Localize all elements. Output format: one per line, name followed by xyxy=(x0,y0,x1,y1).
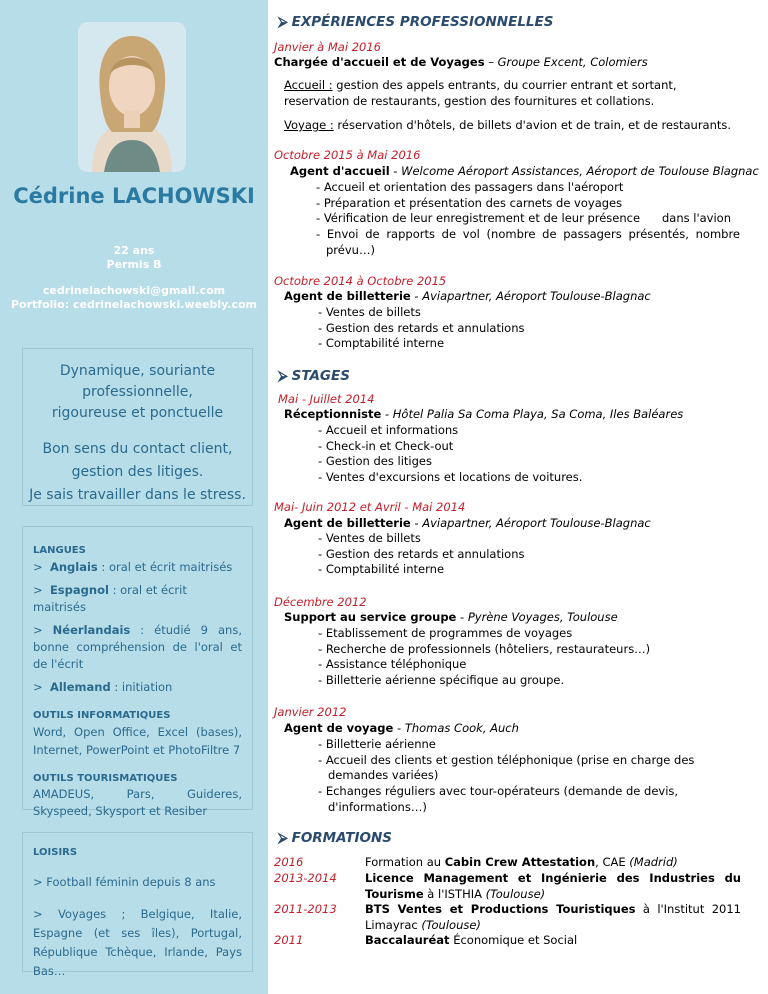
leisure-item: > Football féminin depuis 8 ans xyxy=(33,875,216,889)
profile-photo xyxy=(78,22,186,172)
education-date: 2011-2013 xyxy=(274,902,337,916)
portfolio-label: Portfolio: xyxy=(10,298,70,311)
list-item: - Assistance téléphonique xyxy=(318,657,738,673)
list-item: - Ventes de billets xyxy=(318,305,738,321)
list-item: - Vérification de leur enregistrement et de leur présence dans l'avion xyxy=(316,211,740,227)
list-item: - Etablissement de programmes de voyages xyxy=(318,626,738,642)
list-item: - Billetterie aérienne spécifique au groupe. xyxy=(318,673,738,689)
job-duties-list xyxy=(318,531,738,578)
job-duty-paragraph: Voyage : réservation d'hôtels, de billets d'avion et de train, et de restaurants. xyxy=(284,118,732,132)
internships-heading: ⮚ STAGES xyxy=(278,368,350,384)
leisure-title: LOISIRS xyxy=(33,847,78,858)
portfolio-link[interactable]: cedrinelachowski.weebly.com xyxy=(72,298,258,311)
education-date: 2016 xyxy=(274,855,304,869)
job-date: Octobre 2015 à Mai 2016 xyxy=(274,148,421,162)
language-dutch: > Néerlandais : étudié 9 ans, bonne compréhension de l'oral et de l'écrit xyxy=(33,623,242,671)
list-item: - Comptabilité interne xyxy=(318,562,738,578)
job-title-line: Agent de billetterie - Aviapartner, Aéroport Toulouse-Blagnac xyxy=(284,516,651,530)
list-item: - Echanges réguliers avec tour-opérateurs (demande de devis, d'informations…) xyxy=(318,784,708,815)
leisure-box xyxy=(22,832,253,978)
job-title-line: Agent de billetterie - Aviapartner, Aéroport Toulouse-Blagnac xyxy=(284,289,651,303)
job-title-line: Support au service groupe - Pyrène Voyages, Toulouse xyxy=(284,610,618,624)
job-duties-list xyxy=(318,737,708,816)
education-date: 2013-2014 xyxy=(274,871,337,885)
job-title-line: Réceptionniste - Hôtel Palia Sa Coma Playa, Sa Coma, Iles Baléares xyxy=(284,407,684,421)
list-item: - Gestion des litiges xyxy=(318,454,738,470)
quality-line: Bon sens du contact client, xyxy=(42,441,233,457)
driving-license: Permis B xyxy=(106,258,162,271)
age: 22 ans xyxy=(113,244,155,257)
quality-line: Dynamique, souriante xyxy=(59,363,216,379)
quality-line: gestion des litiges. xyxy=(71,464,204,480)
job-duties-list xyxy=(316,180,740,259)
quality-line: professionnelle, xyxy=(82,384,193,400)
education-entry: Formation au Cabin Crew Attestation, CAE (Madrid) xyxy=(365,855,678,869)
job-title-line: Chargée d'accueil et de Voyages – Groupe Excent, Colomiers xyxy=(274,55,648,69)
job-date: Mai - Juillet 2014 xyxy=(278,392,375,406)
leisure-item: > Voyages ; Belgique, Italie, Espagne (et ses îles), Portugal, République Tchèque, Irlande, Pays Bas… xyxy=(33,907,242,978)
quality-line: rigoureuse et ponctuelle xyxy=(51,405,224,421)
skills-box xyxy=(22,526,253,818)
job-duties-list xyxy=(318,626,738,689)
list-item: - Comptabilité interne xyxy=(318,336,738,352)
tourism-tools-text: AMADEUS, Pars, Guideres, Skyspeed, Skysport et Resiber xyxy=(33,787,242,818)
education-heading: ⮚ FORMATIONS xyxy=(278,830,393,846)
list-item: - Recherche de professionnels (hôteliers, restaurateurs…) xyxy=(318,642,738,658)
qualities-box xyxy=(22,348,253,506)
job-date: Mai- Juin 2012 et Avril - Mai 2014 xyxy=(274,500,466,514)
list-item: - Accueil des clients et gestion téléphonique (prise en charge des demandes variées) xyxy=(318,753,708,784)
it-tools-text: Word, Open Office, Excel (bases), Internet, PowerPoint et PhotoFiltre 7 xyxy=(33,725,242,757)
list-item: - Ventes d'excursions et locations de voitures. xyxy=(318,470,738,486)
list-item: - Gestion des retards et annulations xyxy=(318,321,738,337)
language-german: > Allemand : initiation xyxy=(33,680,173,694)
job-date: Octobre 2014 à Octobre 2015 xyxy=(274,274,447,288)
list-item: - Accueil et informations xyxy=(318,423,738,439)
job-duties-list xyxy=(318,423,738,486)
sidebar xyxy=(0,0,268,994)
list-item: - Envoi de rapports de vol (nombre de passagers présentés, nombre prévu…) xyxy=(316,227,740,258)
list-item: - Accueil et orientation des passagers dans l'aéroport xyxy=(316,180,740,196)
list-item: - Préparation et présentation des carnets de voyages xyxy=(316,196,740,212)
job-duties-list xyxy=(318,305,738,352)
list-item: - Check-in et Check-out xyxy=(318,439,738,455)
list-item: - Ventes de billets xyxy=(318,531,738,547)
list-item: - Gestion des retards et annulations xyxy=(318,547,738,563)
candidate-name: Cédrine LACHOWSKI xyxy=(13,184,255,208)
education-entry: Licence Management et Ingénierie des Industries du Tourisme à l'ISTHIA (Toulouse) xyxy=(365,871,741,901)
quality-line: Je sais travailler dans le stress. xyxy=(29,487,246,503)
arrow-icon: ⮚ xyxy=(278,830,288,846)
job-duty-paragraph: Accueil : gestion des appels entrants, du courrier entrant et sortant, reservation de restaurants, gestion des fournitures et collations. xyxy=(284,78,677,108)
languages-title: LANGUES xyxy=(33,545,86,556)
experience-heading: ⮚ EXPÉRIENCES PROFESSIONNELLES xyxy=(278,14,554,30)
job-date: Décembre 2012 xyxy=(274,595,367,609)
arrow-icon: ⮚ xyxy=(278,368,288,384)
it-tools-title: OUTILS INFORMATIQUES xyxy=(33,710,171,721)
email-link[interactable]: cedrinelachowski@gmail.com xyxy=(42,284,226,297)
language-english: > Anglais : oral et écrit maitrisés xyxy=(33,560,233,574)
education-entry: Baccalauréat Économique et Social xyxy=(365,933,578,947)
list-item: - Billetterie aérienne xyxy=(318,737,708,753)
education-date: 2011 xyxy=(274,933,304,947)
job-title-line: Agent de voyage - Thomas Cook, Auch xyxy=(284,721,519,735)
job-date: Janvier à Mai 2016 xyxy=(274,40,381,54)
job-title-line: Agent d'accueil - Welcome Aéroport Assistances, Aéroport de Toulouse Blagnac xyxy=(290,164,759,178)
arrow-icon: ⮚ xyxy=(278,14,288,30)
portrait-image xyxy=(78,22,186,172)
tourism-tools-title: OUTILS TOURISMATIQUES xyxy=(33,773,178,784)
language-spanish: > Espagnol : oral et écrit maitrisés xyxy=(33,583,187,614)
education-entry: BTS Ventes et Productions Touristiques à l'Institut 2011 Limayrac (Toulouse) xyxy=(365,902,742,932)
job-date: Janvier 2012 xyxy=(274,705,347,719)
